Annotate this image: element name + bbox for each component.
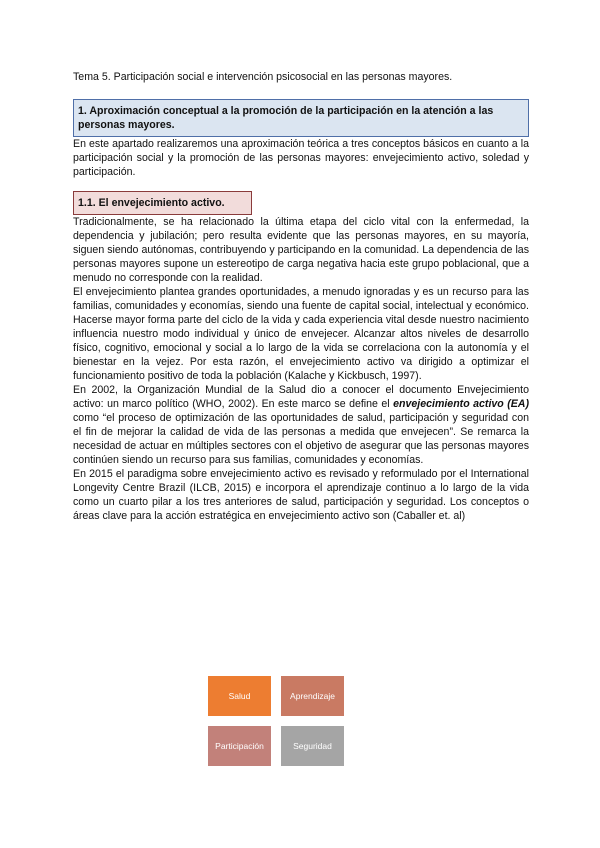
paragraph-2: El envejecimiento plantea grandes oportunidades, a menudo ignoradas y es un recurso para las familias, comunidades y economías, siendo una fuente de capital social, intelectual y económico. Hacerse mayor forma parte del ciclo de la vida y cada experiencia vital desde nuestro nacimiento influencia nuestro modo individual y único de envejecer. Alcanzar altos niveles de desarrollo físico, cognitivo, emocional y social a lo largo de la vida se correlaciona con la autonomía y el bienestar en la vejez. Por esta razón, el envejecimiento activo va dirigido a optimizar el funcionamiento positivo de toda la población (Kalache y Kickbusch, 1997).	[73, 286, 529, 382]
pillar-salud: Salud	[208, 676, 271, 716]
paragraph-3-term: envejecimiento activo (EA)	[393, 398, 529, 410]
section-heading-1-1: 1.1. El envejecimiento activo.	[73, 191, 252, 215]
pillars-diagram	[208, 676, 348, 766]
paragraph-3-start: En 2002, la Organización Mundial de la Salud dio a conocer el documento Envejecimiento activo: un marco político (WHO, 2002). En este marco se define el	[73, 384, 529, 410]
pillar-aprendizaje: Aprendizaje	[281, 676, 344, 716]
paragraph-4: En 2015 el paradigma sobre envejecimiento activo es revisado y reformulado por el International Longevity Centre Brazil (ILCB, 2015) e incorpora el aprendizaje continuo a lo largo de la vida como un cuarto pilar a los tres anteriores de salud, participación y seguridad. Los conceptos o áreas clave para la acción estratégica en envejecimiento activo son (Caballer et. al)	[73, 468, 529, 522]
pillar-seguridad: Seguridad	[281, 726, 344, 766]
paragraph-3	[73, 383, 529, 467]
document-page	[73, 70, 529, 523]
paragraph-1: Tradicionalmente, se ha relacionado la última etapa del ciclo vital con la enfermedad, la dependencia y jubilación; pero resulta evidente que las personas mayores, en su mayoría, siguen siendo autónomas, contribuyendo y participando en la comunidad. La dependencia de las personas mayores supone un estereotipo de carga negativa hacia este grupo poblacional, que a menudo no corresponde con la realidad.	[73, 216, 529, 284]
pillar-participacion: Participación	[208, 726, 271, 766]
intro-paragraph: En este apartado realizaremos una aproximación teórica a tres conceptos básicos en cuanto a la participación social y la promoción de las personas mayores: envejecimiento activo, soledad y participación.	[73, 138, 529, 178]
document-header: Tema 5. Participación social e intervención psicosocial en las personas mayores.	[73, 71, 453, 83]
section-heading-1: 1. Aproximación conceptual a la promoción de la participación en la atención a las personas mayores.	[73, 99, 529, 137]
paragraph-3-end: como “el proceso de optimización de las oportunidades de salud, participación y seguridad con el fin de mejorar la calidad de vida de las personas a medida que envejecen”. Se remarca la necesidad de actuar en múltiples sectores con el objetivo de asegurar que las personas mayores continúen siendo un recurso para sus familias, comunidades y economías.	[73, 412, 529, 466]
